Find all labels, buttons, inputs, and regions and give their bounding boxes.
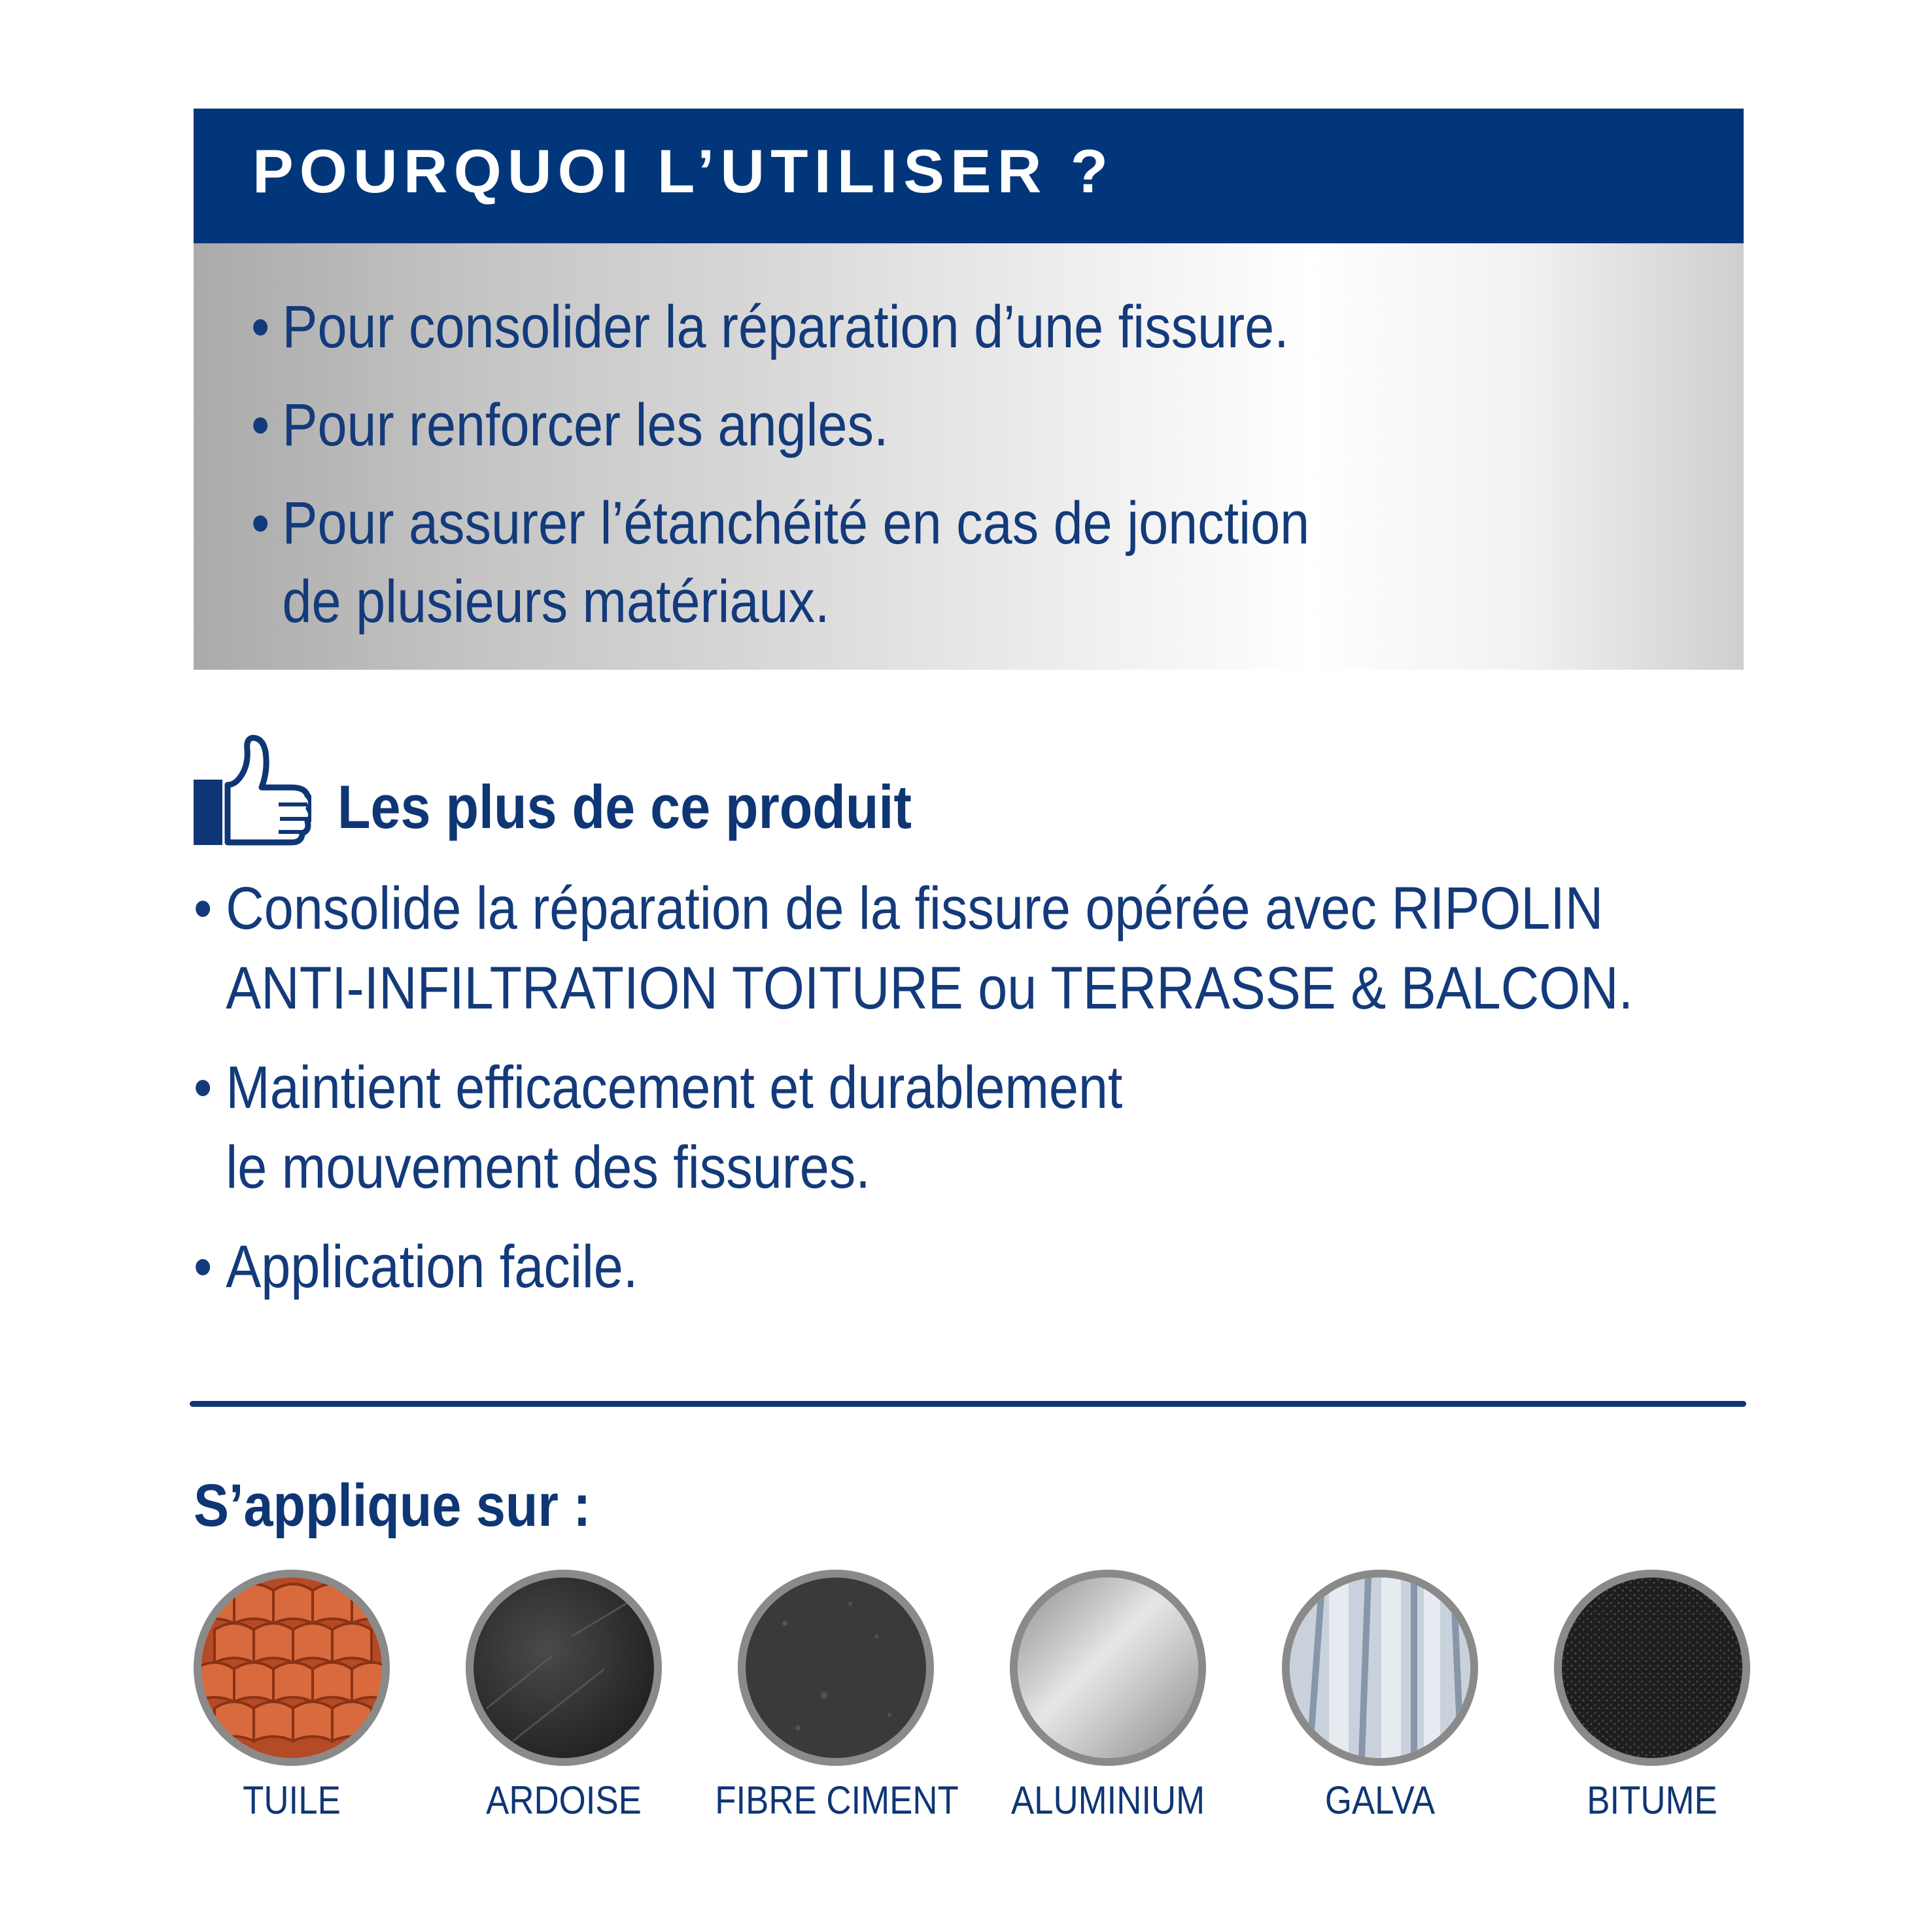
- why-item: [251, 484, 1564, 641]
- benefits-list: [194, 869, 1894, 1326]
- material-tile: [426, 1570, 701, 1844]
- benefit-text: Consolide la réparation de la fissure opérée avec RIPOLIN: [226, 875, 1604, 942]
- bullet: •: [194, 1054, 213, 1121]
- why-item: [251, 288, 1564, 366]
- material-tile: [971, 1570, 1245, 1844]
- applies-title: S’applique sur :: [194, 1472, 591, 1539]
- section-divider: [190, 1401, 1746, 1407]
- benefit-item: [194, 1227, 1690, 1307]
- benefit-text: Application facile.: [226, 1233, 638, 1300]
- material-tile: [1243, 1570, 1517, 1844]
- why-item-text: Pour consolider la réparation d’une fissure.: [282, 294, 1289, 360]
- why-item-text: Pour assurer l’étanchéité en cas de jonction: [282, 490, 1310, 557]
- material-label: BITUME: [1587, 1778, 1717, 1822]
- benefit-item: [194, 869, 1690, 1028]
- bullet: •: [251, 490, 270, 557]
- aluminium-swatch: [1010, 1570, 1206, 1766]
- benefit-text: Maintient efficacement et durablement: [226, 1054, 1123, 1121]
- benefit-text-continued: ANTI-INFILTRATION TOITURE ou TERRASSE & BALCON.: [226, 955, 1634, 1022]
- bullet: •: [194, 1233, 213, 1300]
- material-label: ALUMINIUM: [1010, 1778, 1205, 1822]
- bullet: •: [251, 392, 270, 458]
- material-label: ARDOISE: [486, 1778, 642, 1822]
- material-tile: [1515, 1570, 1789, 1844]
- bullet: •: [194, 875, 213, 942]
- materials-row: [0, 1570, 1932, 1844]
- galvanized-steel-swatch: [1282, 1570, 1478, 1766]
- benefits-title: Les plus de ce produit: [337, 772, 912, 841]
- bitumen-swatch: [1554, 1570, 1750, 1766]
- material-tile: [699, 1570, 973, 1844]
- why-item-text: Pour renforcer les angles.: [282, 392, 889, 458]
- fiber-cement-swatch: [738, 1570, 934, 1766]
- header-title: POURQUOI L’UTILISER ?: [252, 137, 1114, 205]
- header-bar: [194, 109, 1744, 243]
- bullet: •: [251, 294, 270, 360]
- why-item-text-continued: de plusieurs matériaux.: [282, 568, 830, 635]
- material-tile: [154, 1570, 429, 1844]
- thumbs-up-icon: [194, 733, 311, 847]
- slate-swatch: [466, 1570, 662, 1766]
- roof-tile-swatch: [194, 1570, 390, 1766]
- benefit-item: [194, 1048, 1690, 1207]
- material-label: FIBRE CIMENT: [715, 1778, 959, 1822]
- material-label: TUILE: [243, 1778, 341, 1822]
- benefit-text-continued: le mouvement des fissures.: [226, 1134, 871, 1201]
- why-use-box: [194, 243, 1744, 670]
- why-item: [251, 386, 1564, 464]
- material-label: GALVA: [1324, 1778, 1436, 1822]
